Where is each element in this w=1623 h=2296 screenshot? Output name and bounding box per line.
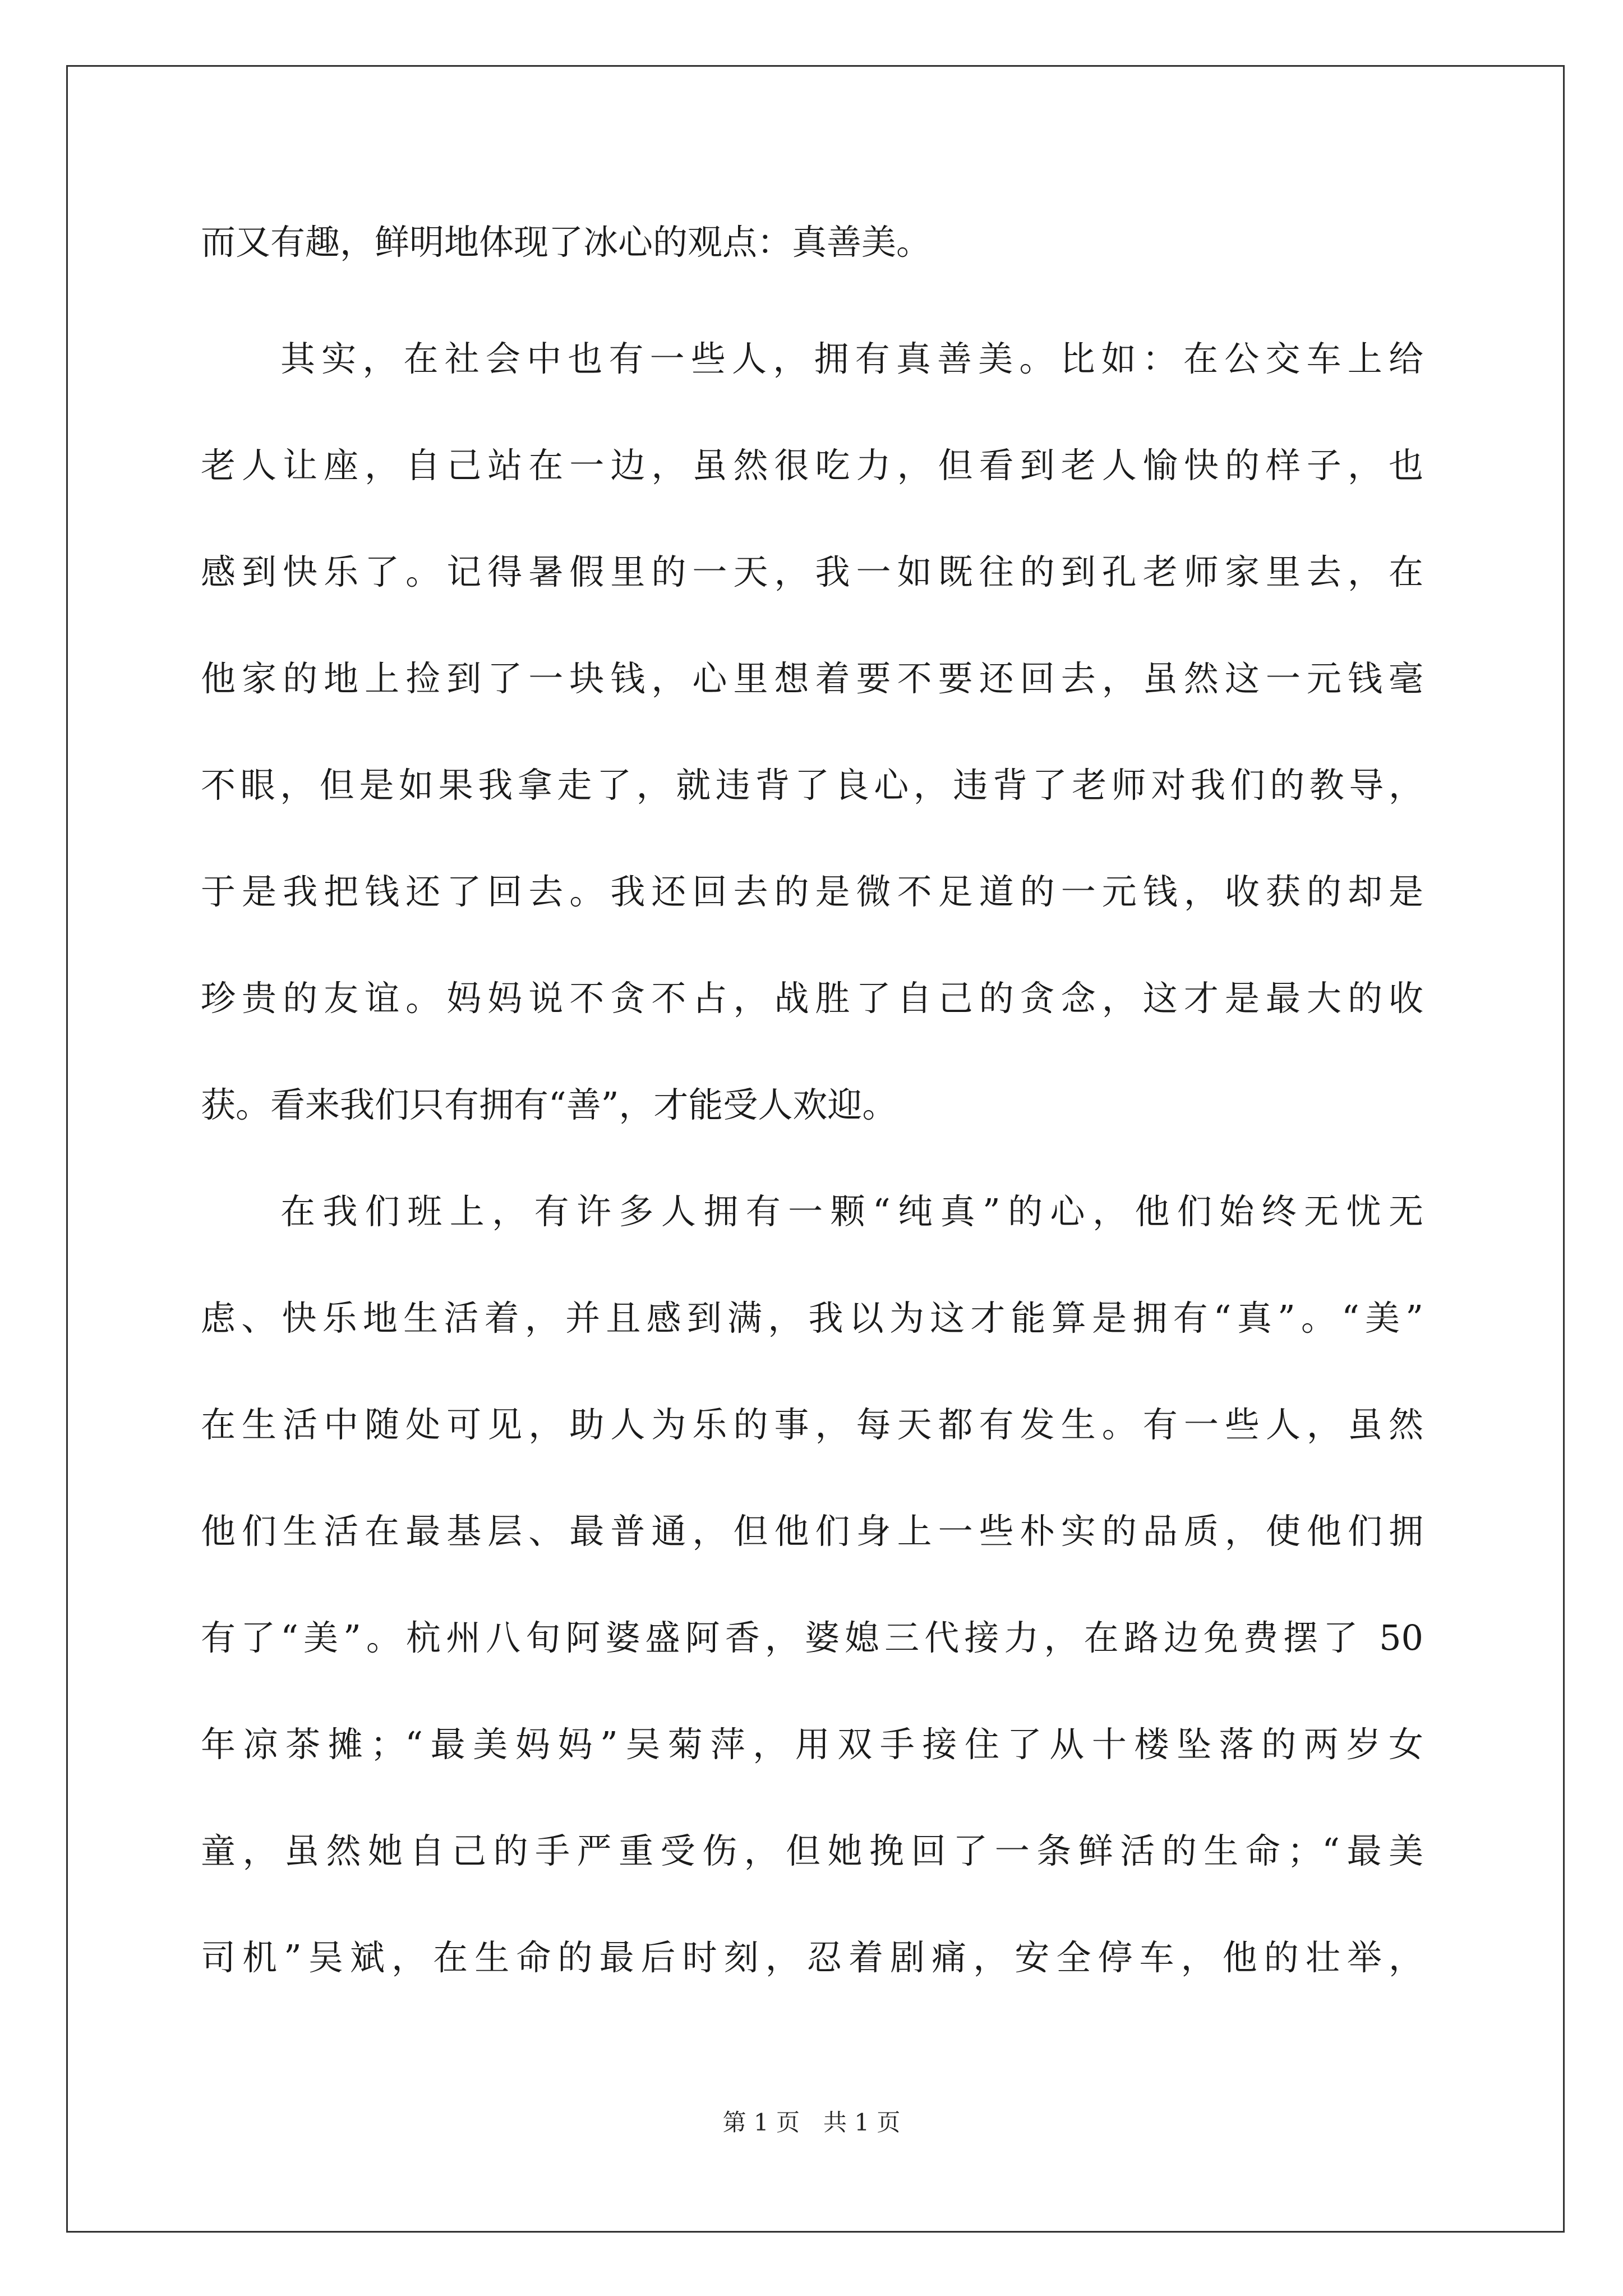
text-line: 司机”吴斌，在生命的最后时刻，忍着剧痛，安全停车，他的壮举， [201,1937,1423,1978]
text-line: 老人让座，自己站在一边，虽然很吃力，但看到老人愉快的样子，也 [201,445,1423,486]
text-line: 获。看来我们只有拥有“善”，才能受人欢迎。 [201,1084,897,1125]
text-line: 在生活中随处可见，助人为乐的事，每天都有发生。有一些人，虽然 [201,1404,1423,1445]
text-line: 不眼，但是如果我拿走了，就违背了良心，违背了老师对我们的教导， [201,765,1423,806]
text-line: 童，虽然她自己的手严重受伤，但她挽回了一条鲜活的生命；“最美 [201,1830,1423,1871]
text-line: 虑、快乐地生活着，并且感到满，我以为这才能算是拥有“真”。“美” [201,1297,1423,1338]
text-line: 他家的地上捡到了一块钱，心里想着要不要还回去，虽然这一元钱毫 [201,658,1423,699]
text-line: 而又有趣，鲜明地体现了冰心的观点：真善美。 [201,222,932,263]
page-number-footer: 第 1 页 共 1 页 [722,2109,901,2136]
paragraph-first-line: 其实，在社会中也有一些人，拥有真善美。比如：在公交车上给 [280,338,1423,379]
text-line: 珍贵的友谊。妈妈说不贪不占，战胜了自己的贪念，这才是最大的收 [201,978,1423,1019]
paragraph-first-line: 在我们班上，有许多人拥有一颗“纯真”的心，他们始终无忧无 [280,1191,1423,1232]
text-line: 有了“美”。杭州八旬阿婆盛阿香，婆媳三代接力，在路边免费摆了 50 [201,1617,1423,1658]
text-line: 他们生活在最基层、最普通，但他们身上一些朴实的品质，使他们拥 [201,1511,1423,1552]
text-line: 感到快乐了。记得暑假里的一天，我一如既往的到孔老师家里去，在 [201,551,1423,592]
text-line: 年凉茶摊；“最美妈妈”吴菊萍，用双手接住了从十楼坠落的两岁女 [201,1724,1423,1765]
page-frame [66,65,1565,2233]
text-line: 于是我把钱还了回去。我还回去的是微不足道的一元钱，收获的却是 [201,871,1423,912]
